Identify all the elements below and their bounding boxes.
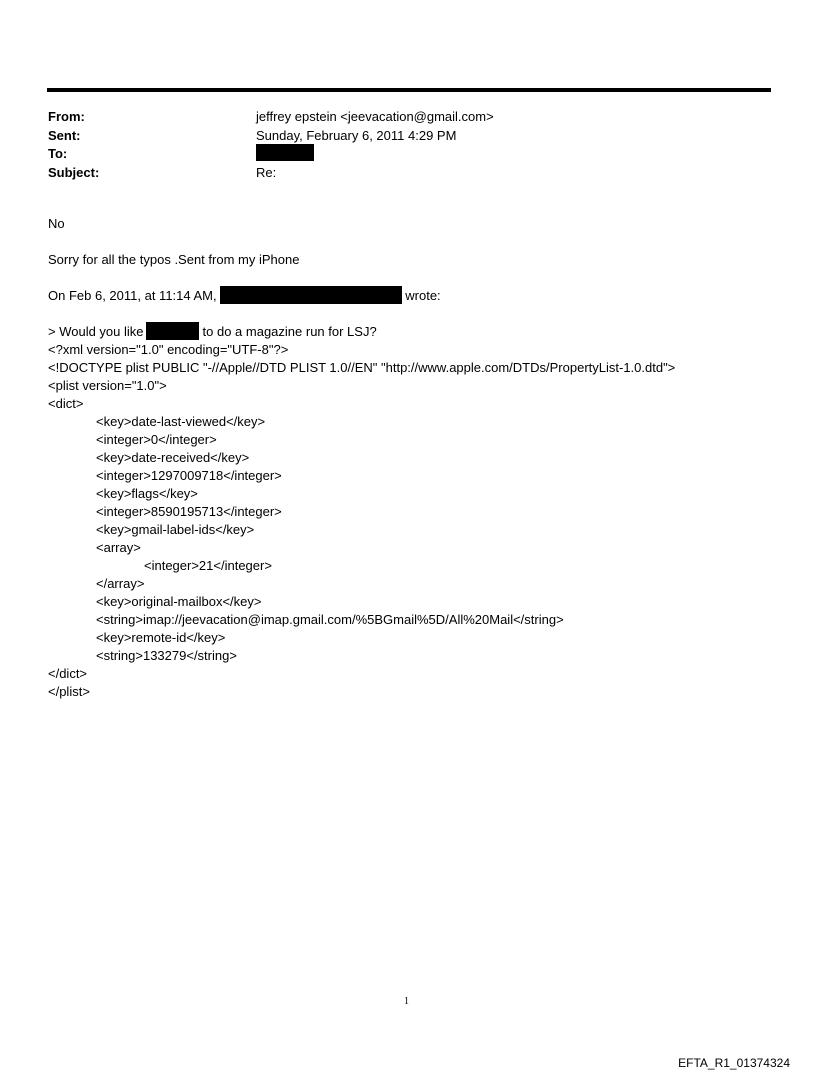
- to-value: [256, 145, 314, 164]
- quote-intro: [48, 287, 441, 305]
- xml-line: <integer>0</integer>: [96, 432, 217, 447]
- xml-line: <key>remote-id</key>: [96, 630, 226, 645]
- subject-value: Re:: [256, 164, 277, 180]
- to-row: [48, 145, 748, 164]
- xml-line: <!DOCTYPE plist PUBLIC "-//Apple//DTD PLIST 1.0//EN" "http://www.apple.com/DTDs/PropertyList-1.0.dtd">: [48, 360, 676, 375]
- xml-line: <integer>1297009718</integer>: [96, 468, 282, 483]
- xml-line: <integer>8590195713</integer>: [96, 504, 282, 519]
- quote-intro-after: wrote:: [405, 288, 441, 303]
- sent-row: [48, 127, 748, 146]
- xml-line: <key>date-last-viewed</key>: [96, 414, 266, 429]
- xml-line: <key>date-received</key>: [96, 450, 250, 465]
- quoted-question: [48, 323, 377, 341]
- redaction-sender: [220, 286, 402, 304]
- sent-value: Sunday, February 6, 2011 4:29 PM: [256, 127, 457, 143]
- xml-line: <string>133279</string>: [96, 648, 237, 663]
- header-rule: [47, 88, 771, 92]
- sent-label: Sent:: [48, 127, 81, 143]
- quote-intro-before: On Feb 6, 2011, at 11:14 AM,: [48, 288, 217, 303]
- quote-after: to do a magazine run for LSJ?: [202, 324, 377, 339]
- xml-line: <string>imap://jeevacation@imap.gmail.com/%5BGmail%5D/All%20Mail</string>: [96, 612, 564, 627]
- from-row: [48, 108, 748, 127]
- xml-line: <dict>: [48, 396, 84, 411]
- xml-line: <key>gmail-label-ids</key>: [96, 522, 255, 537]
- xml-line: </plist>: [48, 684, 90, 699]
- xml-line: <array>: [96, 540, 141, 555]
- redaction-name: [146, 322, 199, 340]
- xml-line: <integer>21</integer>: [144, 558, 272, 573]
- from-label: From:: [48, 109, 85, 124]
- to-label: To:: [48, 146, 68, 161]
- xml-line: </array>: [96, 576, 145, 591]
- reply-text: No: [48, 216, 65, 231]
- subject-row: [48, 164, 748, 183]
- page-number: 1: [404, 996, 409, 1007]
- xml-line: <plist version="1.0">: [48, 378, 167, 393]
- redaction-to: [256, 144, 314, 161]
- xml-line: <key>original-mailbox</key>: [96, 594, 262, 609]
- signature-text: Sorry for all the typos .Sent from my iPhone: [48, 252, 300, 267]
- quote-before: > Would you like: [48, 324, 144, 339]
- from-value: jeffrey epstein <jeevacation@gmail.com>: [256, 109, 494, 124]
- xml-line: <key>flags</key>: [96, 486, 198, 501]
- document-id: EFTA_R1_01374324: [678, 1056, 790, 1070]
- xml-line: <?xml version="1.0" encoding="UTF-8"?>: [48, 342, 289, 357]
- subject-label: Subject:: [48, 164, 100, 180]
- email-header: [48, 108, 748, 182]
- xml-line: </dict>: [48, 666, 88, 681]
